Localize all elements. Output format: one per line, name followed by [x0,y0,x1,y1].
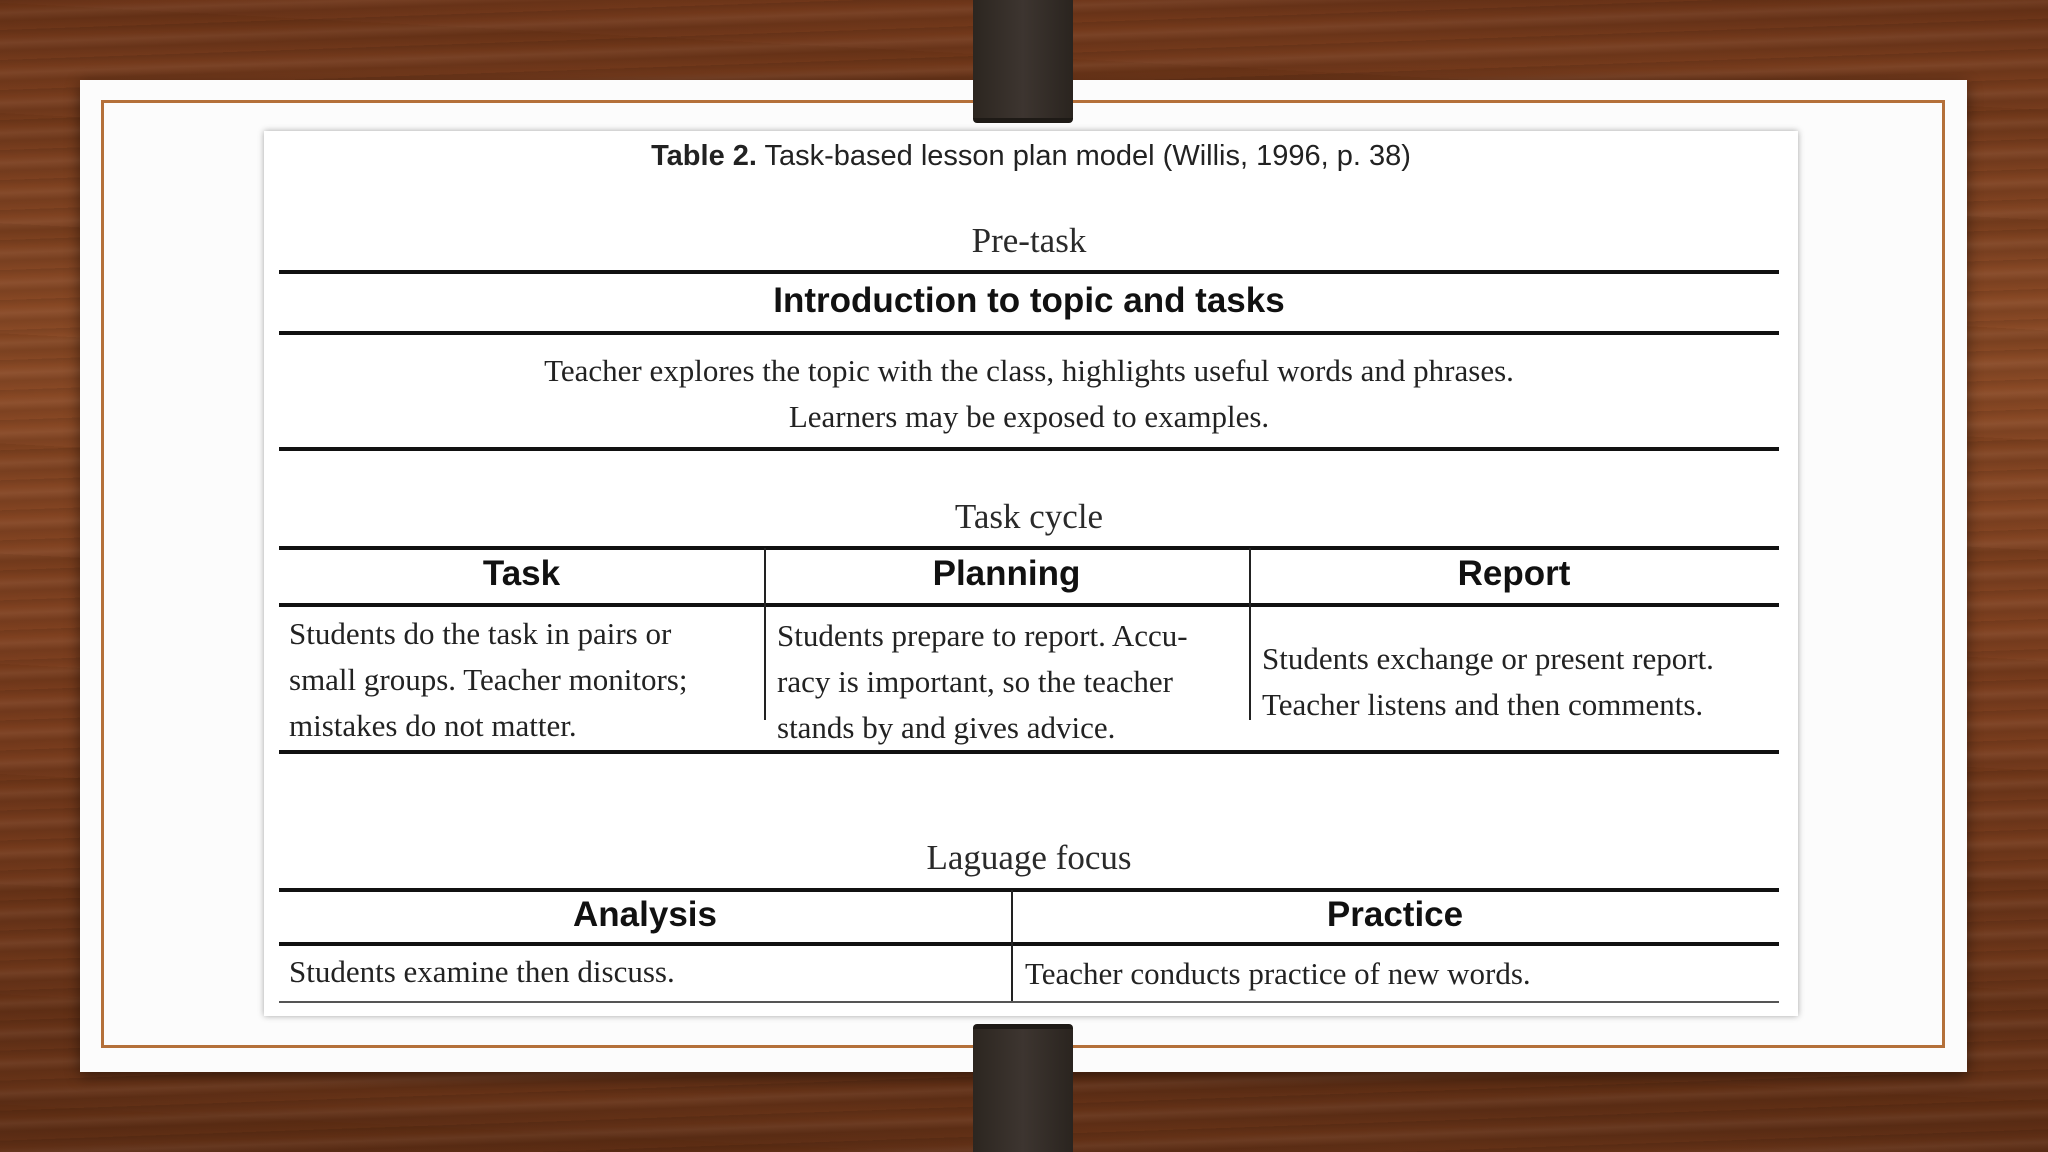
rule [279,546,1779,550]
rule [279,603,1779,607]
rule [279,750,1779,754]
caption-lead: Table 2. [651,140,757,172]
practice-text: Teacher conducts practice of new words. [1025,956,1531,991]
pre-task-title: Pre-task [971,221,1087,260]
analysis-header: Analysis [573,895,717,934]
pre-task-line-2: Learners may be exposed to examples. [788,399,1270,434]
task-line-1: Students do the task in pairs or [289,616,672,651]
report-line-1: Students exchange or present report. [1262,641,1714,676]
column-divider [764,548,766,720]
analysis-text: Students examine then discuss. [289,954,675,989]
column-divider [1249,548,1251,720]
rule [279,942,1779,946]
table-caption [264,140,1798,173]
planning-line-2: racy is important, so the teacher [777,664,1173,699]
report-line-2: Teacher listens and then comments. [1262,687,1704,722]
rule [279,447,1779,451]
pre-task-line-1: Teacher explores the topic with the class, highlights useful words and phrases. [544,353,1514,388]
table-image [264,131,1798,1016]
task-cycle-title: Task cycle [954,497,1104,536]
rule [279,888,1779,892]
column-divider [1011,890,1013,1002]
task-line-3: mistakes do not matter. [289,708,577,743]
pre-task-heading: Introduction to topic and tasks [773,281,1285,320]
rule [279,331,1779,335]
binder-clip-bottom [973,1024,1073,1152]
rule [279,1001,1779,1003]
binder-clip-top [973,0,1073,123]
task-header: Task [482,554,561,593]
task-line-2: small groups. Teacher monitors; [289,662,688,697]
rule [279,270,1779,274]
planning-header: Planning [932,554,1081,593]
planning-line-3: stands by and gives advice. [777,710,1116,745]
practice-header: Practice [1326,895,1464,934]
caption-text: Task-based lesson plan model (Willis, 1996, p. 38) [764,140,1411,172]
report-header: Report [1457,554,1571,593]
language-focus-title: Laguage focus [926,838,1132,877]
planning-line-1: Students prepare to report. Accu- [777,618,1188,653]
